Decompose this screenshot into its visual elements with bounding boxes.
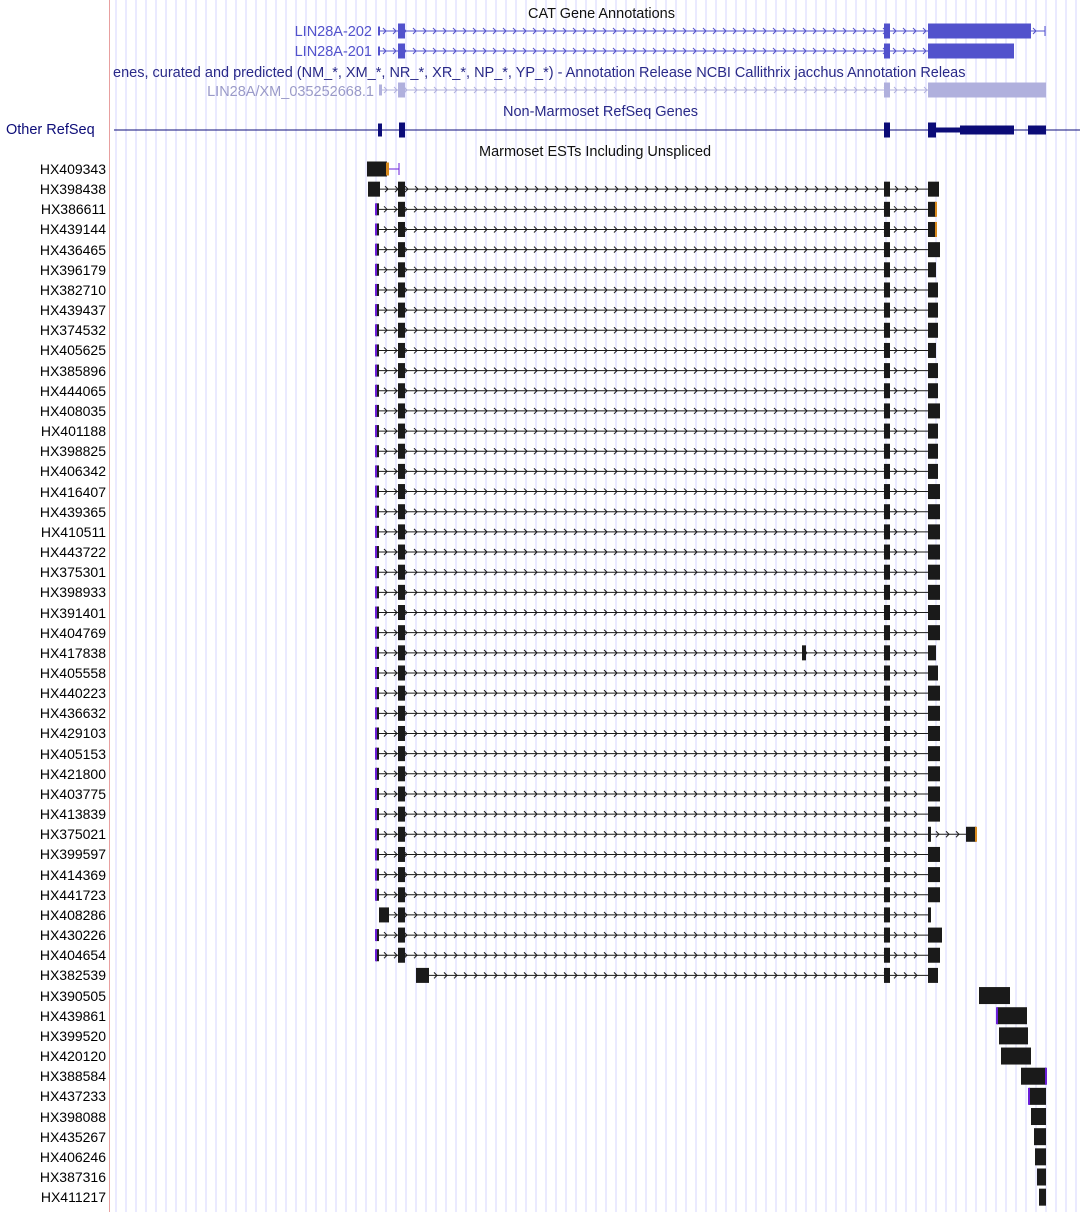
est-HX444065-exon-4 xyxy=(928,383,938,398)
est-HX398933-exon-3 xyxy=(884,585,890,600)
est-HX406246-exon xyxy=(1035,1148,1046,1165)
est-HX382539-exon-1 xyxy=(416,968,429,983)
est-HX404654-exon-3 xyxy=(884,948,890,963)
est-label[interactable]: HX440223 xyxy=(39,685,106,702)
est-label[interactable]: HX396179 xyxy=(39,261,106,278)
est-HX411217-exon xyxy=(1039,1189,1046,1206)
est-HX374532-exon-3 xyxy=(884,323,890,338)
est-HX403775-tip xyxy=(375,788,377,800)
est-HX405558-exon-4 xyxy=(928,666,938,681)
est-label[interactable]: HX416407 xyxy=(39,483,106,500)
est-HX416407-exon-2 xyxy=(398,484,405,499)
est-HX401188-exon-3 xyxy=(884,424,890,439)
cat-gene-lin28a-201-exon-1 xyxy=(378,47,380,56)
est-HX439144-tip xyxy=(375,223,377,235)
est-HX437233-tip xyxy=(1028,1088,1030,1105)
est-HX436465-exon-3 xyxy=(884,242,890,257)
est-label[interactable]: HX398933 xyxy=(39,584,106,601)
est-HX375021-exon-4 xyxy=(928,827,931,842)
track-features xyxy=(114,24,1080,1206)
est-HX435267-exon xyxy=(1034,1128,1046,1145)
est-label[interactable]: HX439365 xyxy=(39,503,106,520)
est-HX436632-exon-4 xyxy=(928,706,940,721)
est-HX398088-exon xyxy=(1031,1108,1046,1125)
est-HX440223-exon-4 xyxy=(928,686,940,701)
est-HX439861-tip xyxy=(996,1007,998,1024)
refseq-pred-exon-4 xyxy=(928,83,1046,98)
est-HX408035-exon-3 xyxy=(884,403,890,418)
est-HX421800-exon-2 xyxy=(398,766,405,781)
cat-gene-lin28a-202-exon-4 xyxy=(928,24,1031,39)
est-HX443722-exon-4 xyxy=(928,545,940,560)
est-label[interactable]: HX398825 xyxy=(39,443,106,460)
est-HX404769-exon-2 xyxy=(398,625,405,640)
est-label[interactable]: HX408286 xyxy=(39,906,106,923)
est-HX410511-exon-4 xyxy=(928,524,940,539)
est-HX440223-exon-3 xyxy=(884,686,890,701)
est-HX429103-exon-2 xyxy=(398,726,405,741)
est-HX414369-tip xyxy=(375,869,377,881)
est-label[interactable]: HX439144 xyxy=(39,221,106,238)
est-HX439437-exon-2 xyxy=(398,303,405,318)
est-HX398933-tip xyxy=(375,586,377,598)
est-HX444065-exon-3 xyxy=(884,383,890,398)
refseq-pred-exon-2 xyxy=(398,83,405,98)
est-HX386611-exon-4 xyxy=(928,202,936,217)
est-label[interactable]: HX417838 xyxy=(39,644,106,661)
est-label[interactable]: HX439861 xyxy=(39,1007,106,1024)
est-HX403775-exon-4 xyxy=(928,786,940,801)
est-HX405153-exon-4 xyxy=(928,746,940,761)
other-refseq-track-title[interactable]: Non-Marmoset RefSeq Genes xyxy=(503,104,699,120)
est-HX382710-tip xyxy=(375,284,377,296)
est-HX430226-exon-4 xyxy=(928,928,942,943)
est-HX401188-tip xyxy=(375,425,377,437)
est-HX405153-exon-2 xyxy=(398,746,405,761)
est-HX440223-tip xyxy=(375,687,377,699)
est-label[interactable]: HX439437 xyxy=(39,302,106,319)
est-HX388584-exon xyxy=(1021,1068,1046,1085)
est-HX409343-exon xyxy=(367,162,387,177)
est-HX410511-exon-3 xyxy=(884,524,890,539)
est-HX408035-tip xyxy=(375,405,377,417)
cat-gene-lin28a-201-exon-4 xyxy=(928,44,1014,59)
cat-gene-lin28a-202-exon-2 xyxy=(398,24,405,39)
est-HX404769-tip xyxy=(375,627,377,639)
est-label[interactable]: HX375301 xyxy=(39,564,106,581)
cat-gene-label-lin28a-202[interactable]: LIN28A-202 xyxy=(294,24,372,40)
est-HX398933-exon-2 xyxy=(398,585,405,600)
est-HX399597-tip xyxy=(375,848,377,860)
other-refseq-exon-2 xyxy=(399,123,405,138)
est-HX391401-exon-3 xyxy=(884,605,890,620)
est-HX444065-exon-2 xyxy=(398,383,405,398)
est-HX375301-exon-2 xyxy=(398,565,405,580)
est-HX429103-exon-4 xyxy=(928,726,940,741)
est-label[interactable]: HX403775 xyxy=(39,785,106,802)
est-HX386611-exon-2 xyxy=(398,202,405,217)
est-HX375021-exon-3 xyxy=(884,827,890,842)
est-HX410511-tip xyxy=(375,526,377,538)
est-HX404654-tip xyxy=(375,949,377,961)
est-label[interactable]: HX410511 xyxy=(40,523,106,540)
est-HX421800-exon-4 xyxy=(928,766,940,781)
cat-track-title[interactable]: CAT Gene Annotations xyxy=(528,6,675,22)
est-HX413839-exon-3 xyxy=(884,807,890,822)
est-HX404654-exon-2 xyxy=(398,948,405,963)
est-HX374532-exon-4 xyxy=(928,323,938,338)
est-HX404769-exon-4 xyxy=(928,625,940,640)
est-label[interactable]: HX404654 xyxy=(39,947,106,964)
est-HX441723-exon-3 xyxy=(884,887,890,902)
est-label[interactable]: HX443722 xyxy=(39,544,106,561)
est-HX413839-tip xyxy=(375,808,377,820)
est-HX391401-tip xyxy=(375,607,377,619)
est-label[interactable]: HX382710 xyxy=(39,281,106,298)
est-label[interactable]: HX386611 xyxy=(40,201,106,218)
est-label[interactable]: HX429103 xyxy=(39,725,106,742)
est-HX398933-exon-4 xyxy=(928,585,940,600)
est-HX382710-exon-4 xyxy=(928,282,938,297)
est-HX440223-exon-2 xyxy=(398,686,405,701)
est-label[interactable]: HX436632 xyxy=(39,705,106,722)
est-label[interactable]: HX435267 xyxy=(39,1128,106,1145)
est-HX406342-exon-3 xyxy=(884,464,890,479)
est-HX375301-exon-3 xyxy=(884,565,890,580)
est-HX396179-exon-2 xyxy=(398,262,405,277)
est-HX403775-exon-2 xyxy=(398,786,405,801)
est-HX375021-tip xyxy=(375,828,377,840)
est-track-title[interactable]: Marmoset ESTs Including Unspliced xyxy=(479,144,712,160)
est-HX406342-tip xyxy=(375,465,377,477)
est-HX430226-tip xyxy=(375,929,377,941)
est-HX429103-tip xyxy=(375,727,377,739)
est-HX398438-exon-3 xyxy=(884,182,890,197)
est-label[interactable]: HX399520 xyxy=(39,1027,106,1044)
est-HX413839-exon-4 xyxy=(928,807,940,822)
other-refseq-exon-7 xyxy=(1028,126,1046,135)
est-HX408286-exon-1 xyxy=(379,907,389,922)
est-HX439365-exon-2 xyxy=(398,504,405,519)
est-label[interactable]: HX436465 xyxy=(39,241,106,258)
est-HX396179-tip xyxy=(375,264,377,276)
est-label[interactable]: HX404769 xyxy=(39,624,106,641)
est-HX436465-tip xyxy=(375,244,377,256)
est-HX390505-exon xyxy=(979,987,1010,1004)
est-HX439365-exon-4 xyxy=(928,504,940,519)
est-HX439144-end-tip xyxy=(935,222,937,237)
est-HX429103-exon-3 xyxy=(884,726,890,741)
cat-gene-lin28a-201-exon-2 xyxy=(398,44,405,59)
est-label[interactable]: HX399597 xyxy=(39,846,106,863)
est-label[interactable]: HX398438 xyxy=(39,181,106,198)
est-HX441723-exon-2 xyxy=(398,887,405,902)
est-HX439365-exon-3 xyxy=(884,504,890,519)
est-HX386611-exon-3 xyxy=(884,202,890,217)
est-label[interactable]: HX401188 xyxy=(40,423,106,440)
est-HX374532-tip xyxy=(375,324,377,336)
est-label[interactable]: HX387316 xyxy=(39,1169,106,1185)
est-HX398438-exon-1 xyxy=(368,182,380,197)
est-HX421800-tip xyxy=(375,768,377,780)
est-HX388584-end-tip xyxy=(1045,1068,1047,1085)
est-HX375021-exon-2 xyxy=(398,827,405,842)
est-label[interactable]: HX374532 xyxy=(39,322,106,339)
est-HX439437-exon-4 xyxy=(928,303,938,318)
est-HX386611-tip xyxy=(375,203,377,215)
est-HX416407-tip xyxy=(375,486,377,498)
est-HX437233-exon xyxy=(1029,1088,1046,1105)
cat-gene-lin28a-201-exon-3 xyxy=(884,44,890,59)
est-HX405153-exon-3 xyxy=(884,746,890,761)
est-label[interactable]: HX413839 xyxy=(39,806,106,823)
est-label[interactable]: HX405558 xyxy=(39,665,106,681)
est-HX436465-exon-2 xyxy=(398,242,405,257)
est-HX441723-tip xyxy=(375,889,377,901)
est-HX401188-exon-2 xyxy=(398,424,405,439)
est-HX385896-tip xyxy=(375,365,377,377)
est-HX444065-tip xyxy=(375,385,377,397)
est-HX417838-exon-2 xyxy=(398,645,405,660)
est-label[interactable]: HX406342 xyxy=(39,463,106,480)
est-HX382710-exon-3 xyxy=(884,282,890,297)
est-HX401188-exon-4 xyxy=(928,424,938,439)
est-HX382539-exon-2 xyxy=(884,968,890,983)
est-label[interactable]: HX385896 xyxy=(39,362,106,379)
est-HX414369-exon-3 xyxy=(884,867,890,882)
est-label[interactable]: HX390505 xyxy=(39,987,106,1004)
est-HX398825-tip xyxy=(375,445,377,457)
est-label[interactable]: HX406246 xyxy=(39,1148,106,1165)
other-refseq-side-label[interactable]: Other RefSeq xyxy=(6,122,95,138)
est-label[interactable]: HX411217 xyxy=(40,1189,106,1206)
est-HX405625-tip xyxy=(375,344,377,356)
est-label[interactable]: HX409343 xyxy=(39,161,106,177)
est-HX405558-tip xyxy=(375,667,377,679)
est-HX417838-extra-exon xyxy=(802,645,806,660)
est-HX387316-exon xyxy=(1037,1169,1046,1186)
est-HX421800-exon-3 xyxy=(884,766,890,781)
est-HX398825-exon-2 xyxy=(398,444,405,459)
est-HX396179-exon-3 xyxy=(884,262,890,277)
est-label[interactable]: HX444065 xyxy=(39,382,106,399)
est-HX398438-exon-2 xyxy=(398,182,405,197)
est-HX439365-tip xyxy=(375,506,377,518)
refseq-pred-gene-label[interactable]: LIN28A/XM_035252668.1 xyxy=(207,84,374,100)
cat-gene-lin28a-202-exon-1 xyxy=(378,27,380,36)
est-HX436632-exon-2 xyxy=(398,706,405,721)
est-label[interactable]: HX421800 xyxy=(39,765,106,782)
est-HX443722-exon-3 xyxy=(884,545,890,560)
est-HX439144-exon-4 xyxy=(928,222,936,237)
est-HX399597-exon-3 xyxy=(884,847,890,862)
est-HX414369-exon-2 xyxy=(398,867,405,882)
est-HX398438-exon-4 xyxy=(928,182,939,197)
other-refseq-exon-5 xyxy=(936,128,960,133)
est-HX399520-exon xyxy=(999,1027,1028,1044)
est-label[interactable]: HX405625 xyxy=(39,342,106,359)
est-HX439144-exon-3 xyxy=(884,222,890,237)
est-HX436632-tip xyxy=(375,707,377,719)
est-HX404769-exon-3 xyxy=(884,625,890,640)
est-HX405558-exon-2 xyxy=(398,666,405,681)
est-HX398825-exon-3 xyxy=(884,444,890,459)
est-label[interactable]: HX430226 xyxy=(39,927,106,944)
est-label[interactable]: HX382539 xyxy=(39,967,106,984)
est-HX399597-exon-4 xyxy=(928,847,940,862)
est-HX417838-exon-3 xyxy=(884,645,890,660)
est-HX436465-exon-4 xyxy=(928,242,940,257)
est-HX382710-exon-2 xyxy=(398,282,405,297)
est-label[interactable]: HX398088 xyxy=(39,1108,106,1125)
est-HX439437-exon-3 xyxy=(884,303,890,318)
est-HX439437-tip xyxy=(375,304,377,316)
est-HX405625-exon-2 xyxy=(398,343,405,358)
est-label[interactable]: HX391401 xyxy=(39,604,106,621)
est-HX409343-tip xyxy=(386,163,389,176)
est-HX385896-exon-2 xyxy=(398,363,405,378)
est-HX443722-exon-2 xyxy=(398,545,405,560)
est-HX375021-exon-5 xyxy=(966,827,976,842)
est-HX406342-exon-4 xyxy=(928,464,938,479)
est-HX416407-exon-3 xyxy=(884,484,890,499)
est-HX399597-exon-2 xyxy=(398,847,405,862)
est-label[interactable]: HX375021 xyxy=(39,826,106,843)
other-refseq-exon-6 xyxy=(960,126,1014,135)
est-HX386611-end-tip xyxy=(935,202,937,217)
est-HX443722-tip xyxy=(375,546,377,558)
other-refseq-exon-1 xyxy=(378,124,382,137)
est-HX406342-exon-2 xyxy=(398,464,405,479)
est-HX410511-exon-2 xyxy=(398,524,405,539)
est-HX413839-exon-2 xyxy=(398,807,405,822)
est-label[interactable]: HX441723 xyxy=(39,886,106,903)
est-HX408035-exon-4 xyxy=(928,403,940,418)
est-HX382539-exon-3 xyxy=(928,968,938,983)
est-label[interactable]: HX405153 xyxy=(39,745,106,762)
est-label[interactable]: HX437233 xyxy=(39,1088,106,1105)
est-HX374532-exon-2 xyxy=(398,323,405,338)
est-HX436632-exon-3 xyxy=(884,706,890,721)
est-HX408286-exon-3 xyxy=(884,907,890,922)
est-HX405153-tip xyxy=(375,748,377,760)
est-HX408286-exon-4 xyxy=(928,907,931,922)
est-HX375021-end-tip xyxy=(975,827,977,842)
est-HX408286-exon-2 xyxy=(398,907,405,922)
est-HX430226-exon-2 xyxy=(398,928,405,943)
est-HX439861-exon xyxy=(997,1007,1027,1024)
est-label[interactable]: HX408035 xyxy=(39,402,106,419)
refseq-pred-exon-3 xyxy=(884,83,890,98)
est-HX375301-tip xyxy=(375,566,377,578)
est-HX420120-exon xyxy=(1001,1048,1031,1065)
est-HX396179-exon-4 xyxy=(928,262,936,277)
est-HX441723-exon-4 xyxy=(928,887,940,902)
est-HX408035-exon-2 xyxy=(398,403,405,418)
est-HX439144-exon-2 xyxy=(398,222,405,237)
est-HX417838-tip xyxy=(375,647,377,659)
est-HX417838-exon-4 xyxy=(928,645,936,660)
est-HX398825-exon-4 xyxy=(928,444,938,459)
est-HX416407-exon-4 xyxy=(928,484,940,499)
est-label[interactable]: HX388584 xyxy=(39,1068,106,1085)
est-HX405625-exon-4 xyxy=(928,343,936,358)
refseq-pred-track-title[interactable]: enes, curated and predicted (NM_*, XM_*, NR_*, XR_*, NP_*, YP_*) - Annotation Release NCBI Callithrix jacchus Annotation Releas xyxy=(113,65,966,81)
est-label[interactable]: HX414369 xyxy=(39,866,106,883)
est-HX391401-exon-2 xyxy=(398,605,405,620)
est-HX385896-exon-4 xyxy=(928,363,938,378)
est-HX414369-exon-4 xyxy=(928,867,940,882)
other-refseq-exon-3 xyxy=(884,123,890,138)
est-HX405558-exon-3 xyxy=(884,666,890,681)
cat-gene-lin28a-202-exon-3 xyxy=(884,24,890,39)
est-HX405625-exon-3 xyxy=(884,343,890,358)
est-HX403775-exon-3 xyxy=(884,786,890,801)
est-label[interactable]: HX420120 xyxy=(39,1048,106,1065)
est-HX375301-exon-4 xyxy=(928,565,940,580)
est-HX385896-exon-3 xyxy=(884,363,890,378)
est-HX430226-exon-3 xyxy=(884,928,890,943)
other-refseq-exon-4 xyxy=(928,123,936,138)
cat-gene-label-lin28a-201[interactable]: LIN28A-201 xyxy=(294,44,372,60)
est-HX404654-exon-4 xyxy=(928,948,940,963)
est-HX391401-exon-4 xyxy=(928,605,940,620)
refseq-pred-exon-1 xyxy=(379,85,382,96)
